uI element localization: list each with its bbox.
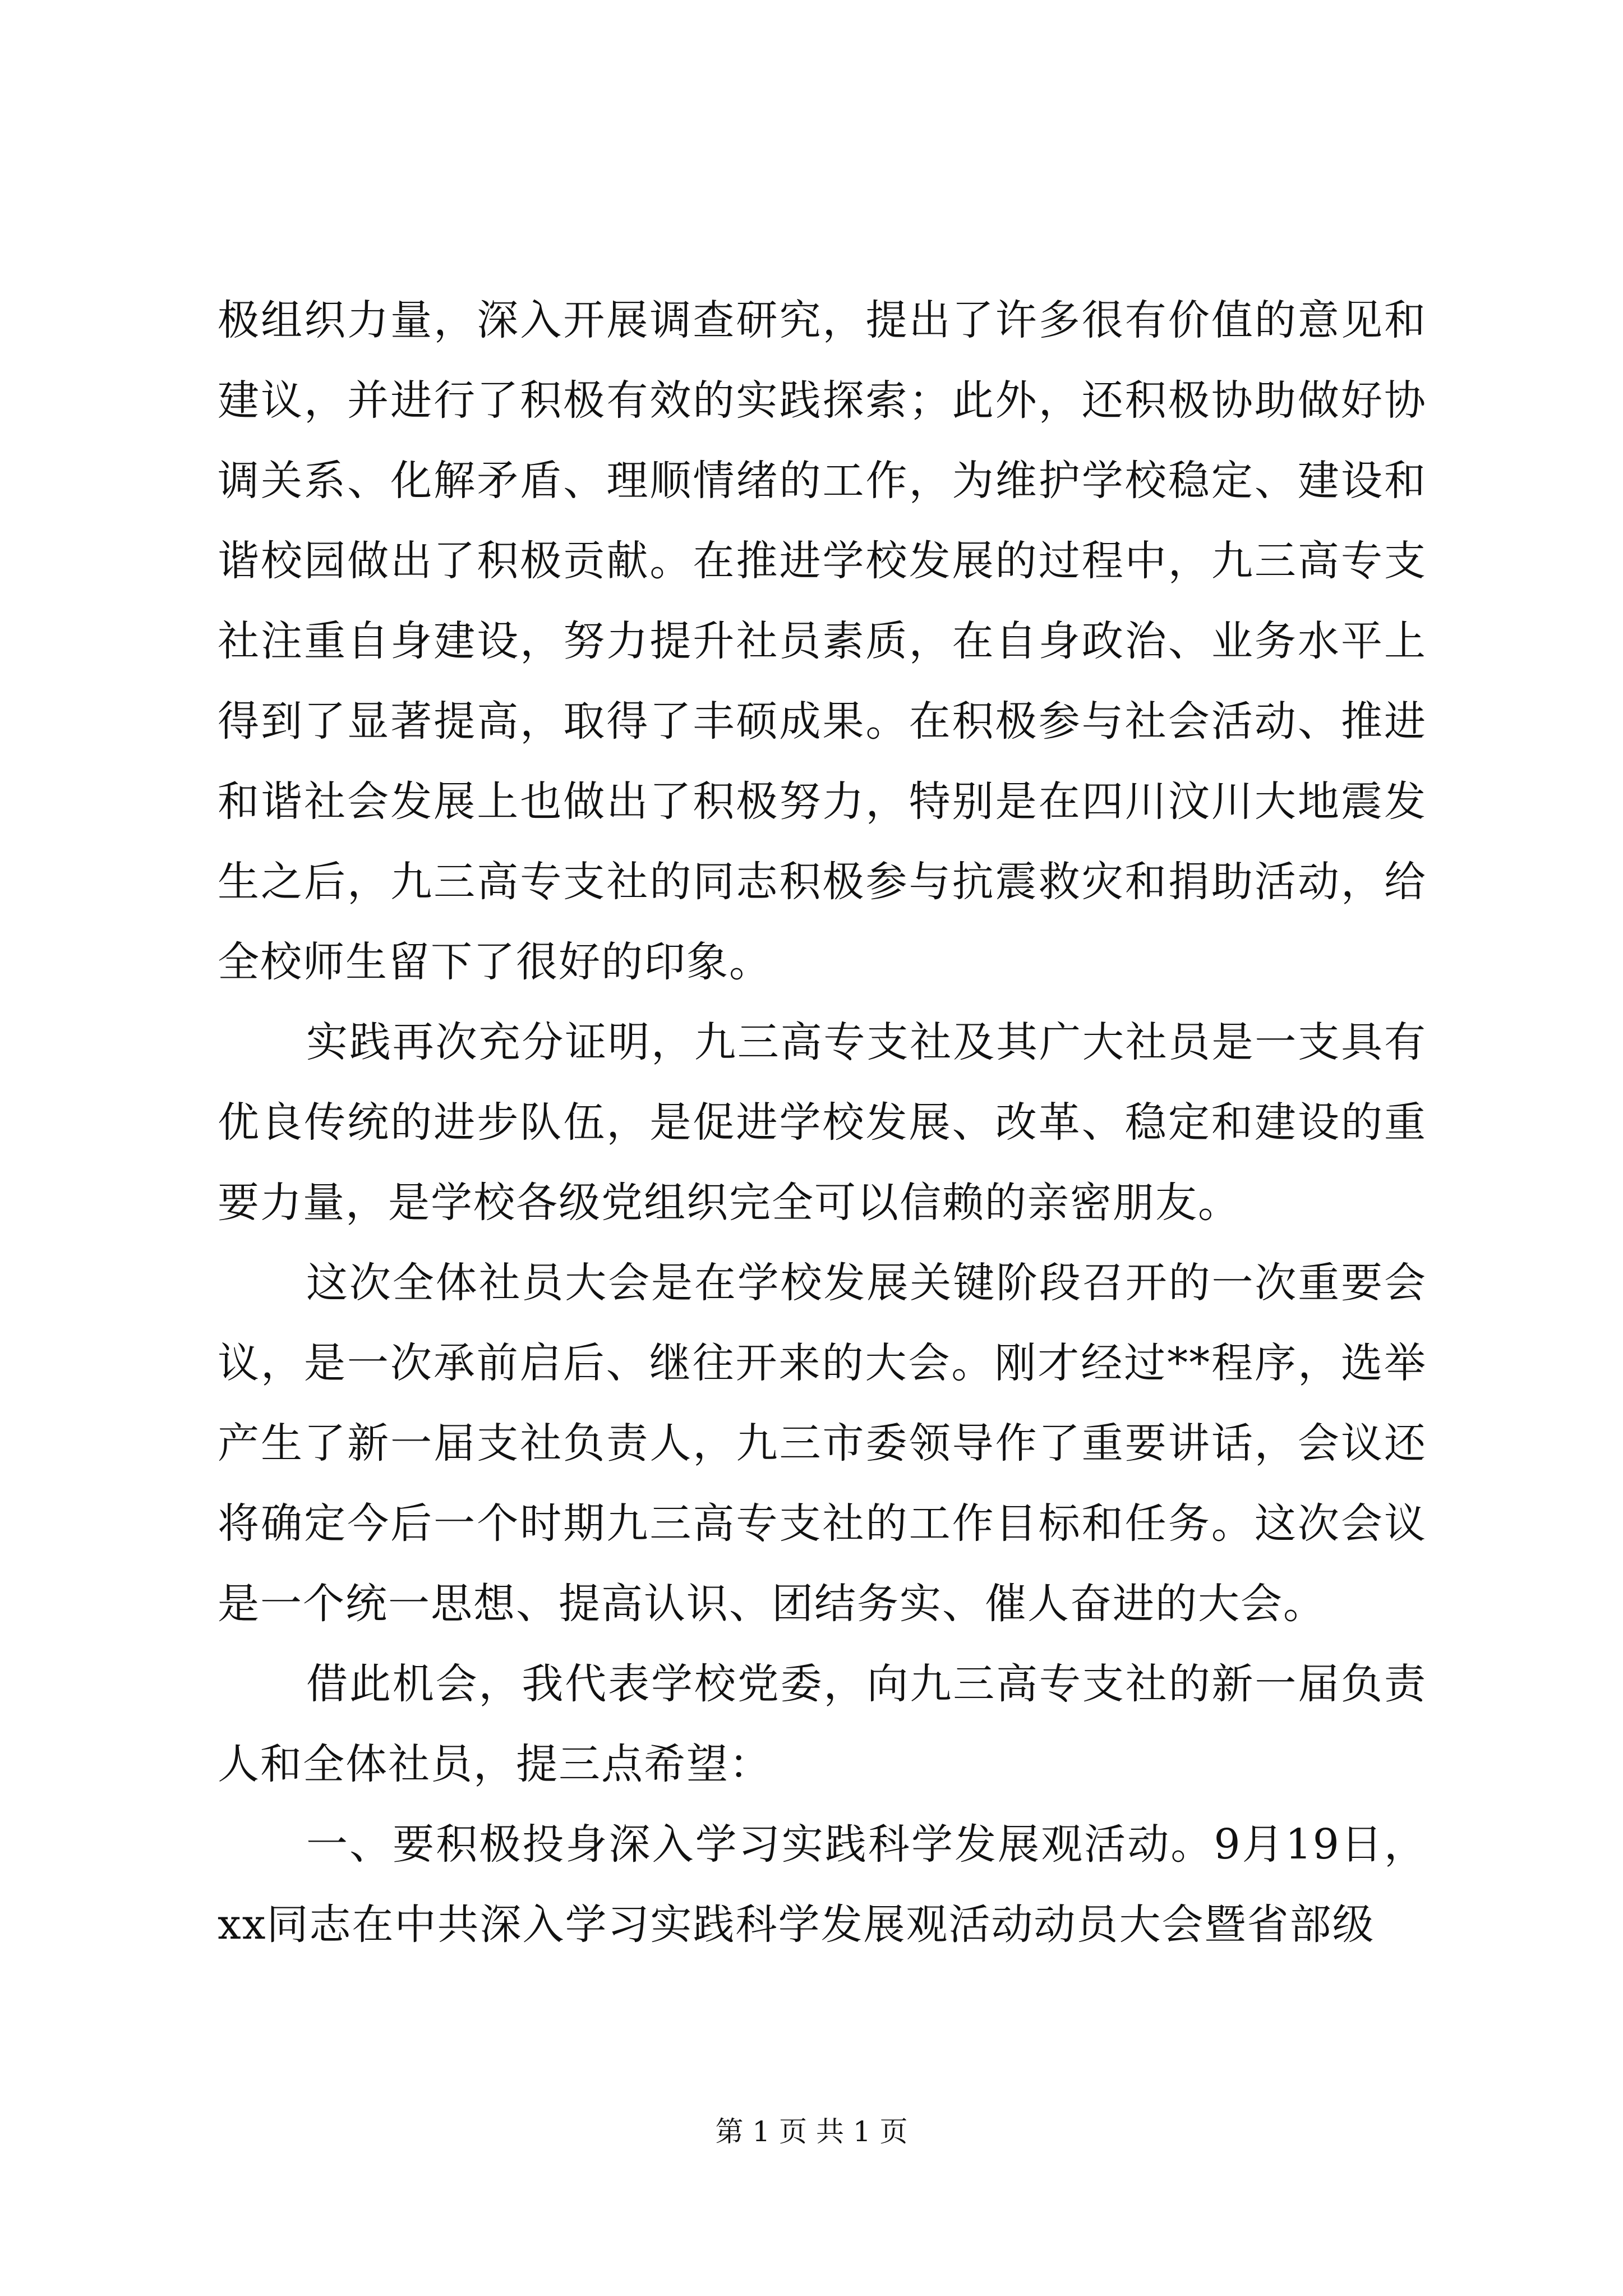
paragraph-3: 这次全体社员大会是在学校发展关键阶段召开的一次重要会议，是一次承前启后、继往开来的大会。刚才经过**程序，选举产生了新一届支社负责人，九三市委领导作了重要讲话，会议还将确定今后一个时期九三高专支社的工作目标和任务。这次会议是一个统一思想、提高认识、团结务实、催人奋进的大会。 [218, 1259, 1427, 1628]
paragraph-2: 实践再次充分证明，九三高专支社及其广大社员是一支具有优良传统的进步队伍，是促进学校发展、改革、稳定和建设的重要力量，是学校各级党组织完全可以信赖的亲密朋友。 [218, 1018, 1427, 1227]
document-body [218, 280, 1427, 1965]
paragraph-1: 极组织力量，深入开展调查研究，提出了许多很有价值的意见和建议，并进行了积极有效的实践探索；此外，还积极协助做好协调关系、化解矛盾、理顺情绪的工作，为维护学校稳定、建设和谐校园做出了积极贡献。在推进学校发展的过程中，九三高专支社注重自身建设，努力提升社员素质，在自身政治、业务水平上得到了显著提高，取得了丰硕成果。在积极参与社会活动、推进和谐社会发展上也做出了积极努力，特别是在四川汶川大地震发生之后，九三高专支社的同志积极参与抗震救灾和捐助活动，给全校师生留下了很好的印象。 [218, 296, 1427, 986]
paragraph-5: 一、要积极投身深入学习实践科学发展观活动。9月19日，xx同志在中共深入学习实践科学发展观活动动员大会暨省部级 [218, 1820, 1427, 1949]
paragraph-4: 借此机会，我代表学校党委，向九三高专支社的新一届负责人和全体社员，提三点希望： [218, 1660, 1427, 1788]
page-number-footer: 第 1 页 共 1 页 [715, 2115, 908, 2148]
